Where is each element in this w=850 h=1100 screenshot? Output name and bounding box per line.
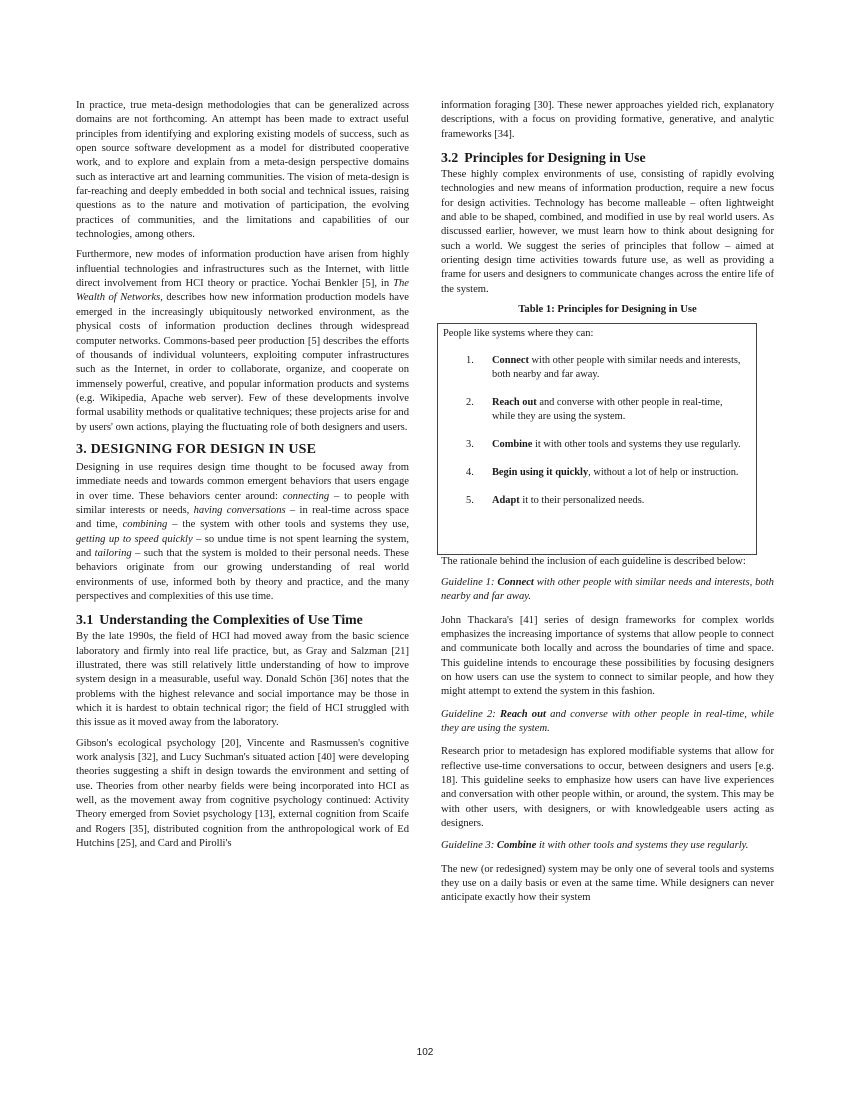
- paragraph-text: Furthermore, new modes of information production have arisen from highly influential technologies and infrastructures such as the Internet, with little direct involvement from HCI theory or practice. Yochai Benkler [5], in: [76, 249, 409, 290]
- left-column: [76, 99, 409, 858]
- emphasis-term: getting up to speed quickly: [76, 533, 193, 545]
- guideline-text: it with other tools and systems they use regularly.: [536, 840, 749, 852]
- paragraph-theories: Gibson's ecological psychology [20], Vincente and Rasmussen's cognitive work analysis [32], and Lucy Suchman's situated action [40] were developing theories suggesting a shift in design towards the environment and setting of use. Theories from other nearby fields were being incorporated into HCI as well, as the movement away from cognitive psychology continued: Activity Theory emerged from Soviet psychology [13], external cognition from Scaife and Rogers [35], distributed cognition from the anthropological work of Ed Hutchins [25], and Card and Pirolli's: [76, 737, 409, 850]
- paragraph-text: – such that the system is molded to their personal needs. These behaviors originate from our growing understanding of real world environments of use, informed both by theory and practice, and the many perspectives and complexities of this use time.: [76, 547, 409, 602]
- guideline-label: Guideline 3:: [441, 840, 497, 852]
- paragraph-text: – to people with similar interests or needs,: [76, 490, 409, 516]
- paragraph-text: , describes how new information production models have emerged in the increasingly ubiquitously networked environment, as the physical costs of information production declines through widespread computer networks. Commons-based peer production [5] describes the efforts of thousands of individual volunteers, exploiting computer infrastructures such as the Internet, in order to collaborate, organize, and cooperate on immensely powerful, creative, and popular information products and systems (e.g. Wikipedia, Apache web server). Few of these developments involve formal usability methods or qualitative techniques; these projects arise for and by users' own actions, playing the fluctuating role of both designers and users.: [76, 292, 410, 433]
- paragraph-text: – in real-time across space and time,: [76, 504, 409, 531]
- item-rest: it with other tools and systems they use regularly.: [532, 439, 741, 451]
- item-keyword: Begin using it quickly: [492, 467, 589, 479]
- guideline-text: and converse with other people in real-time, while they are using the system.: [441, 708, 774, 734]
- paragraph-designing-in-use: [76, 461, 409, 604]
- item-text: [492, 494, 747, 508]
- item-keyword: Adapt: [492, 495, 520, 507]
- guideline-keyword: Reach out: [499, 708, 546, 720]
- book-title: The Wealth of Networks: [76, 278, 409, 304]
- item-keyword: Reach out: [492, 397, 537, 409]
- paragraph-meta-design: In practice, true meta-design methodologies that can be generalized across domains are not forthcoming. An attempt has been made to extract useful principles from identifying and exploring existing models of success, such as open source software development as a model for distributed cooperative work, and to explore and explain from a meta-design perspective domains such as interactive art and learning communities. The vision of meta-design is far-reaching and deeply embedded in both social and technical issues, raising questions as to the nature and motivation of participation, the evolving practices of communities, and the limitations and capabilities of our technologies, among others.: [76, 100, 409, 241]
- item-keyword: Connect: [492, 355, 529, 367]
- paragraph-hci-history: By the late 1990s, the field of HCI had moved away from the basic science laboratory and firmly into real life practice, but, as Gray and Salzman [21] illustrated, there was still relatively little understanding of how to improve system design in a measurable, useful way. Donald Schön [36] notes that the problems with the highest relevance and social importance may be those in which it is hardest to obtain technical rigor; the field of HCI struggled with this issue as it moved away from the laboratory.: [76, 631, 409, 729]
- subsection-heading-3-2: [441, 148, 774, 167]
- item-rest: with other people with similar needs and interests, both nearby and far away.: [492, 355, 741, 381]
- paragraph-continued: information foraging [30]. These newer approaches yielded rich, explanatory descriptions, with a focus on providing formative, generative, and analytic frameworks [34].: [441, 100, 774, 140]
- emphasis-term: connecting: [282, 490, 330, 502]
- item-number: 2.: [466, 397, 474, 409]
- principles-table: [437, 323, 757, 555]
- subsection-heading-3-1: [76, 610, 409, 629]
- paragraph-principles: These highly complex environments of use, consisting of rapidly evolving technologies and new means of information production, require a new focus for design activities. Technology has become malleable – often lightweight and able to be shaped, combined, and modified in use by real world users. As discussed earlier, however, we must learn how to think about designing for such a world. We suggest the series of principles that follow – aimed at orienting design time activities towards future use, as well as providing a frame for users and designers to communicate changes across the entire life of the system.: [441, 169, 774, 295]
- item-number: 3.: [466, 439, 474, 451]
- guideline-keyword: Connect: [497, 576, 534, 588]
- list-item: [443, 438, 751, 452]
- paragraph-guideline-3: The new (or redesigned) system may be only one of several tools and systems they use on a daily basis or even at the same time. While designers can never anticipate exactly how their system: [441, 863, 774, 904]
- item-rest: it to their personalized needs.: [519, 495, 645, 507]
- item-rest: and converse with other people in real-time, while they are using the system.: [492, 397, 723, 423]
- paragraph-guideline-1: John Thackara's [41] series of design frameworks for complex worlds emphasizes the increasing importance of systems that allow people to connect and communicate both locally and across the boundaries of time and space. This guideline intends to encourage these possibilities by focusing designers on how users can use the system to connect to similar people, and how they might attempt to extend the system in this fashion.: [441, 614, 774, 698]
- item-number: 1.: [466, 355, 474, 367]
- paragraph-text: – the system with other tools and systems they use,: [167, 519, 409, 531]
- emphasis-term: tailoring: [94, 547, 132, 559]
- table-caption: Table 1: Principles for Designing in Use: [518, 304, 697, 316]
- emphasis-term: combining: [122, 519, 168, 531]
- item-number: 5.: [466, 495, 474, 507]
- right-column: [441, 99, 774, 912]
- item-rest: , without a lot of help or instruction.: [588, 467, 739, 479]
- page-number: 102: [416, 1047, 434, 1058]
- guideline-1: [441, 576, 774, 605]
- emphasis-term: having conversations: [193, 504, 286, 516]
- list-item: [443, 466, 751, 480]
- item-keyword: Combine: [492, 439, 533, 451]
- item-text: [492, 466, 747, 480]
- list-item: [443, 494, 751, 508]
- section-heading-3: 3. DESIGNING FOR DESIGN IN USE: [76, 441, 317, 457]
- list-item: [443, 396, 751, 424]
- subsection-number: 3.1: [76, 612, 94, 628]
- item-number: 4.: [466, 467, 474, 479]
- guideline-text: with other people with similar needs and interests, both nearby and far away.: [441, 576, 774, 603]
- subsection-number: 3.2: [441, 150, 459, 166]
- paragraph-rationale: The rationale behind the inclusion of each guideline is described below:: [441, 556, 746, 568]
- subsection-title: Understanding the Complexities of Use Time: [99, 612, 363, 628]
- list-item: [443, 354, 751, 382]
- subsection-title: Principles for Designing in Use: [464, 150, 646, 166]
- paragraph-text: Designing in use requires design time thought to be focused away from immediate needs and towards common emergent behaviors that users engage in over time. These behaviors center around:: [76, 461, 409, 502]
- guideline-label: Guideline 2:: [441, 708, 500, 720]
- item-text: [492, 396, 747, 424]
- guideline-keyword: Combine: [496, 840, 537, 852]
- item-text: [492, 354, 747, 382]
- item-text: [492, 438, 747, 452]
- paragraph-text: – so undue time is not spent learning the system, and: [76, 533, 409, 559]
- guideline-2: [441, 708, 774, 737]
- paragraph-information-production: [76, 248, 409, 434]
- paragraph-guideline-2: Research prior to metadesign has explored modifiable systems that allow for reflective use-time conversations to occur, between designers and users [e.g. 18]. This guideline seeks to emphasize how users can have live experiences and conversation with other people within, or around, the system. This may be with other users, with designers, or with knowledgeable users acting as designers.: [441, 746, 774, 829]
- guideline-label: Guideline 1:: [441, 576, 498, 588]
- guideline-3: [441, 839, 774, 853]
- table-intro: People like systems where they can:: [443, 328, 594, 340]
- principles-list: [443, 354, 751, 508]
